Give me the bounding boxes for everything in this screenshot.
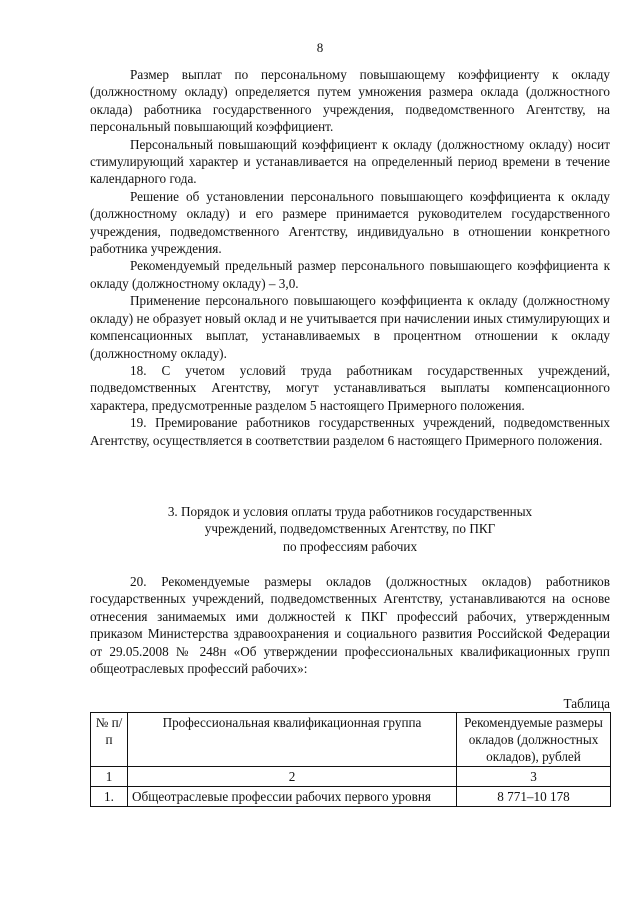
table-header-cell: № п/п [91, 713, 128, 767]
paragraph: 19. Премирование работников государственных учреждений, подведомственных Агентству, осуществляется в соответствии разделом 6 настоящего Примерного положения. [90, 415, 610, 448]
table-cell: 1 [91, 767, 128, 787]
table-cell: 8 771–10 178 [457, 787, 611, 807]
table-header-row [91, 713, 611, 767]
page-number: 8 [316, 40, 324, 55]
table-header-cell: Рекомендуемые размеры окладов (должностных окладов), рублей [457, 713, 611, 767]
table-numbering-row [91, 767, 611, 787]
table-caption: Таблица [563, 696, 610, 711]
paragraph: Персональный повышающий коэффициент к окладу (должностному окладу) носит стимулирующий характер и устанавливается на определенный период времени в течение календарного года. [90, 136, 610, 187]
section-title-line: по профессиям рабочих [282, 538, 418, 554]
table-cell: Общеотраслевые профессии рабочих первого уровня [128, 787, 457, 807]
paragraph: 18. С учетом условий труда работникам государственных учреждений, подведомственных Агентству, могут устанавливаться выплаты компенсационного характера, предусмотренные разделом 5 настоящего Примерного положения. [90, 362, 610, 413]
salary-table [90, 712, 611, 807]
section-title [90, 503, 610, 555]
paragraph: Размер выплат по персональному повышающему коэффициенту к окладу (должностному окладу) определяется путем умножения размера оклада (должностного оклада) работника государственного учреждения, подведомственного Агентству, на персональный повышающий коэффициент. [90, 67, 610, 135]
table-header-cell: Профессиональная квалификационная группа [128, 713, 457, 767]
table-cell: 1. [91, 787, 128, 807]
paragraph: Применение персонального повышающего коэффициента к окладу (должностному окладу) не образует новый оклад и не учитывается при начислении иных стимулирующих и компенсационных выплат, устанавливаемых в процентном отношении к окладу (должностному окладу). [90, 293, 610, 361]
section-title-line: 3. Порядок и условия оплаты труда работников государственных [167, 504, 533, 519]
table-cell: 2 [128, 767, 457, 787]
table-row [91, 787, 611, 807]
paragraph: Рекомендуемый предельный размер персонального повышающего коэффициента к окладу (должностному окладу) – 3,0. [90, 258, 610, 291]
body-text [90, 573, 610, 677]
section-title-line: учреждений, подведомственных Агентству, по ПКГ [204, 521, 496, 537]
body-text [90, 66, 610, 449]
paragraph: Решение об установлении персонального повышающего коэффициента к окладу (должностному окладу) и его размере принимается руководителем государственного учреждения, подведомственного Агентству, индивидуально в отношении конкретного работника учреждения. [90, 188, 610, 257]
paragraph: 20. Рекомендуемые размеры окладов (должностных окладов) работников государственных учреждений, подведомственных Агентству, устанавливаются на основе отнесения занимаемых ими должностей к ПКГ профессий рабочих, утвержденным приказом Министерства здравоохранения и социального развития Российской Федерации от 29.05.2008 № 248н «Об утверждении профессиональных квалификационных групп общеотраслевых профессий рабочих»: [90, 574, 610, 677]
table-cell: 3 [457, 767, 611, 787]
